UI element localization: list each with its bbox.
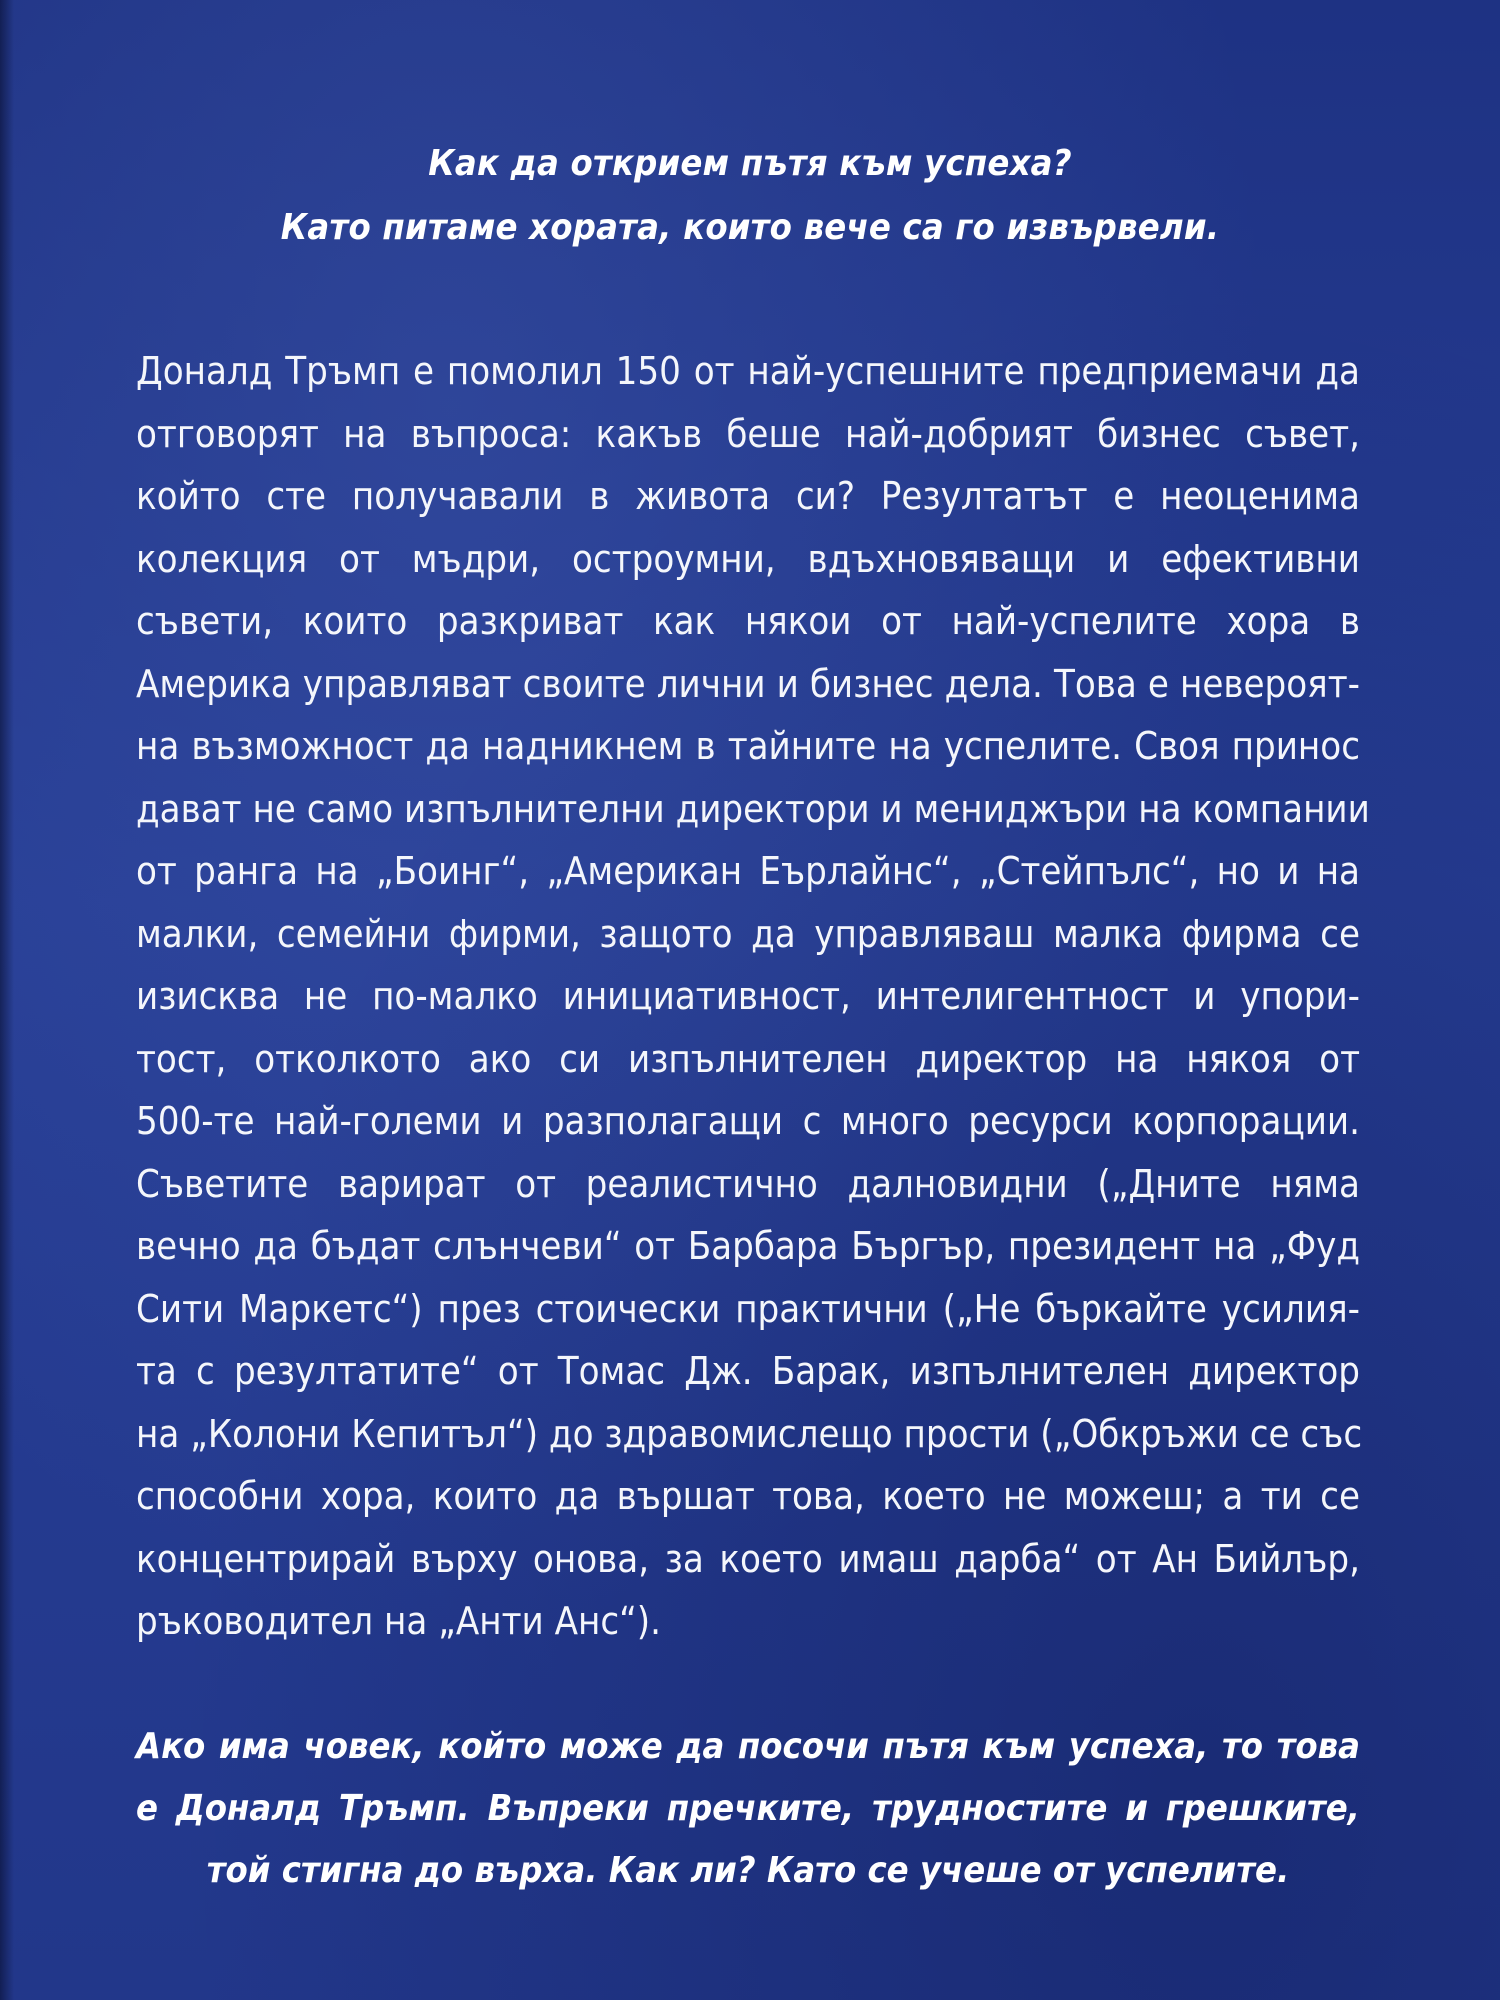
headline: [100, 132, 1400, 260]
description-line: способни хора, които да вършат това, което не можеш; а ти се: [136, 1474, 1360, 1518]
closing-line: Ако има човек, който може да посочи пътя към успеха, то това: [136, 1726, 1360, 1767]
description-line: Доналд Тръмп е помолил 150 от най-успешните предприемачи да: [136, 349, 1360, 393]
description-line: дават не само изпълнителни директори и мениджъри на компании: [136, 786, 1370, 831]
description-line: на „Колони Кепитъл“) до здравомислещо прости („Обкръжи се със: [136, 1411, 1363, 1456]
closing-line: е Доналд Тръмп. Въпреки пречките, трудностите и грешките,: [136, 1788, 1360, 1829]
description-line: на възможност да надникнем в тайните на успелите. Своя принос: [136, 724, 1360, 768]
description-line: вечно да бъдат слънчеви“ от Барбара Бъргър, президент на „Фуд: [136, 1224, 1360, 1268]
description-paragraph: [136, 340, 1370, 1653]
closing-line: той стигна до върха. Как ли? Като се учеше от успелите.: [206, 1850, 1290, 1891]
description-line: тост, отколкото ако си изпълнителен директор на някоя от: [136, 1036, 1360, 1081]
description-line: съвети, които разкриват как някои от най-успелите хора в: [136, 599, 1360, 643]
description-line: ръководител на „Анти Анс“).: [136, 1599, 662, 1643]
description-line: малки, семейни фирми, защото да управляваш малка фирма се: [136, 911, 1360, 956]
description-line: отговорят на въпроса: какъв беше най-добрият бизнес съвет,: [136, 411, 1360, 456]
description-line: Сити Маркетс“) през стоически практични („Не бъркайте усилия-: [136, 1286, 1360, 1331]
description-line: колекция от мъдри, остроумни, вдъхновяващи и ефективни: [136, 536, 1360, 581]
closing-statement: [136, 1716, 1360, 1902]
description-line: изисква не по-малко инициативност, интелигентност и упори-: [136, 974, 1360, 1018]
description-line: от ранга на „Боинг“, „Американ Еърлайнс“, „Стейпълс“, но и на: [136, 849, 1360, 893]
description-line: та с резултатите“ от Томас Дж. Барак, изпълнителен директор: [136, 1349, 1360, 1393]
cover-edge-shadow: [0, 0, 14, 2000]
description-line: 500-те най-големи и разполагащи с много ресурси корпорации.: [136, 1099, 1360, 1143]
headline-line-2: Като питаме хората, които вече са го извървели.: [280, 207, 1220, 248]
description-line: концентрирай върху онова, за което имаш дарба“ от Ан Бийлър,: [136, 1536, 1360, 1581]
description-line: който сте получавали в живота си? Резултатът е неоценима: [136, 474, 1360, 518]
description-line: Съветите варират от реалистично далновидни („Дните няма: [136, 1161, 1360, 1206]
headline-line-1: Как да открием пътя към успеха?: [428, 143, 1072, 184]
description-line: Америка управляват своите лични и бизнес дела. Това е невероят-: [136, 661, 1360, 706]
